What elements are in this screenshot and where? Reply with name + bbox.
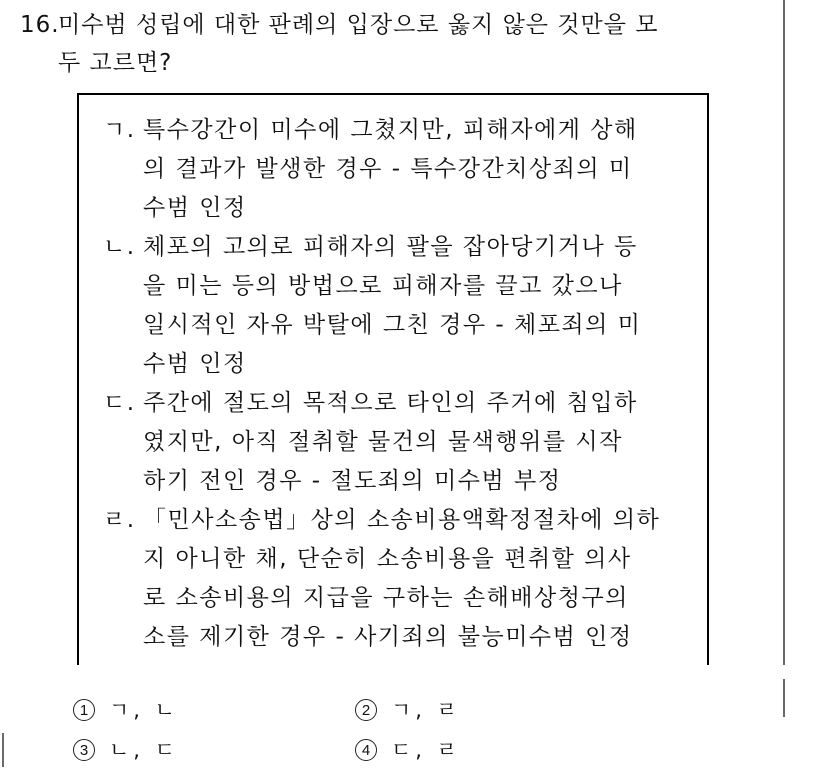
question-stem [20,6,760,82]
statement-item-rieul [103,501,693,657]
choice-2[interactable] [355,690,637,730]
statement-line: 특수강간이 미수에 그쳤지만, 피해자에게 상해 [143,117,638,143]
statement-line: 을 미는 등의 방법으로 피해자를 끌고 갔으나 [143,273,623,299]
statement-item-giyeok [103,111,693,228]
statement-line: 「민사소송법」상의 소송비용액확정절차에 의하 [143,507,661,533]
question-text-1: 미수범 성립에 대한 판례의 입장으로 옳지 않은 것만을 모 [58,12,659,38]
statement-line: 였지만, 아직 절취할 물건의 물색행위를 시작 [143,429,623,455]
statement-line: 일시적인 자유 박탈에 그친 경우 - 체포죄의 미 [143,312,642,338]
question-number: 16. [20,12,60,38]
statement-box [77,93,709,665]
statement-label: ㄷ. [103,390,136,416]
choice-value: ㄴ, ㄷ [109,738,179,762]
column-divider [2,733,4,767]
statement-item-digeut [103,384,693,501]
statement-label: ㄹ. [103,507,136,533]
choice-1[interactable] [73,690,355,730]
statement-item-nieun [103,228,693,384]
circled-number-1: 1 [73,699,95,721]
statement-line: 지 아니한 채, 단순히 소송비용을 편취할 의사 [143,546,632,572]
choice-value: ㄱ, ㄴ [109,698,179,722]
choice-value: ㄷ, ㄹ [391,738,461,762]
choice-value: ㄱ, ㄹ [391,698,461,722]
statement-line: 수범 인정 [143,195,247,221]
choice-3[interactable] [73,730,355,770]
choice-row [73,730,673,770]
choice-4[interactable] [355,730,637,770]
circled-number-3: 3 [73,739,95,761]
statement-label: ㄱ. [103,117,136,143]
statement-line: 하기 전인 경우 - 절도죄의 미수범 부정 [143,468,562,494]
statement-line: 의 결과가 발생한 경우 - 특수강간치상죄의 미 [143,156,633,182]
statement-line: 소를 제기한 경우 - 사기죄의 불능미수범 인정 [143,624,633,650]
column-divider [783,679,785,717]
circled-number-2: 2 [355,699,377,721]
choice-row [73,690,673,730]
statement-line: 수범 인정 [143,351,247,377]
circled-number-4: 4 [355,739,377,761]
statement-label: ㄴ. [103,234,136,260]
statement-line: 주간에 절도의 목적으로 타인의 주거에 침입하 [143,390,638,416]
question-line-1 [20,6,760,44]
statement-line: 체포의 고의로 피해자의 팔을 잡아당기거나 등 [143,234,638,260]
statement-line: 로 소송비용의 지급을 구하는 손해배상청구의 [143,585,629,611]
column-divider [783,0,785,665]
answer-choices [73,690,673,770]
question-line-2: 두 고르면? [58,50,173,76]
